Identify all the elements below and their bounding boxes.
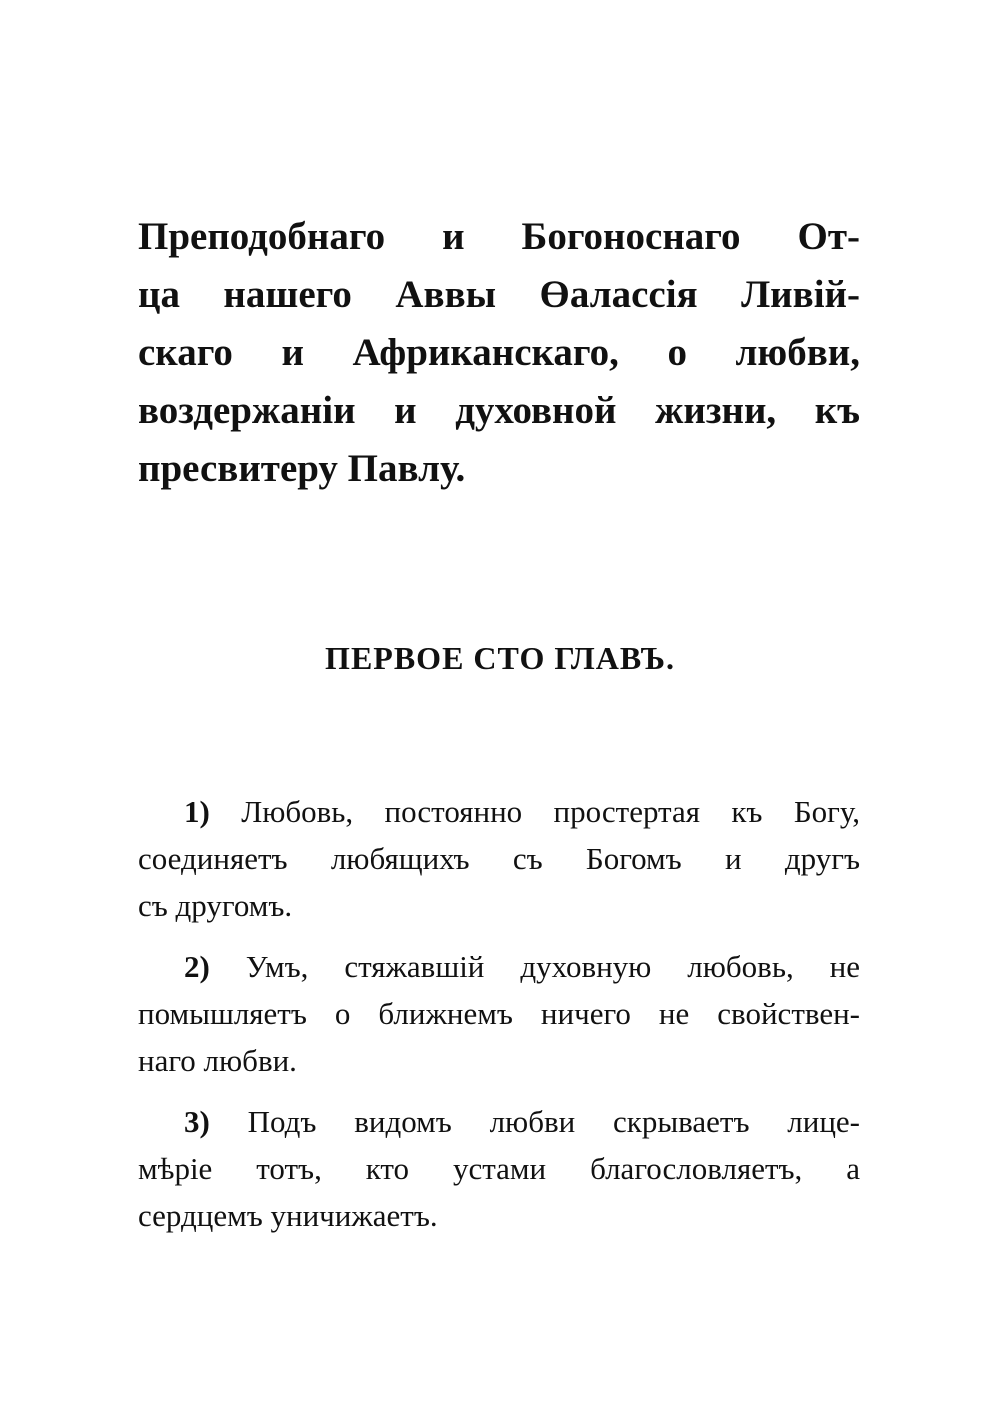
treatise-title [138,208,860,498]
chapter-first-line [138,943,860,990]
chapter-number: 2) [184,949,210,984]
chapter-line: соединяетъ любящихъ съ Богомъ и другъ [138,841,860,876]
chapter-line: мѣріе тотъ, кто устами благословляетъ, а [138,1151,860,1186]
chapter-number: 1) [184,794,210,829]
chapter-paragraph [138,1098,860,1239]
title-line: ца нашего Аввы Өалассія Ливій- [138,273,860,316]
chapter-line: сердцемъ уничижаетъ. [138,1198,438,1233]
chapter-paragraph [138,943,860,1084]
chapter-line: помышляетъ о ближнемъ ничего не свойствен- [138,996,860,1031]
title-line: Преподобнаго и Богоноснаго От- [138,215,860,258]
chapter-line: наго любви. [138,1043,297,1078]
title-line: пресвитеру Павлу. [138,447,466,490]
chapter-paragraph [138,788,860,929]
chapter-first-line [138,788,860,835]
chapters-text [138,788,860,1253]
chapter-text: Умъ, стяжавшій духовную любовь, не [245,949,861,984]
chapter-number: 3) [184,1104,210,1139]
chapter-text: Подъ видомъ любви скрываетъ лице- [247,1104,860,1139]
chapter-text: Любовь, постоянно простертая къ Богу, [241,794,860,829]
chapter-line: съ другомъ. [138,888,293,923]
title-line: скаго и Африканскаго, о любви, [138,331,860,374]
section-heading: ПЕРВОЕ СТО ГЛАВЪ. [325,640,675,676]
title-line: воздержаніи и духовной жизни, къ [138,389,860,432]
chapter-first-line [138,1098,860,1145]
